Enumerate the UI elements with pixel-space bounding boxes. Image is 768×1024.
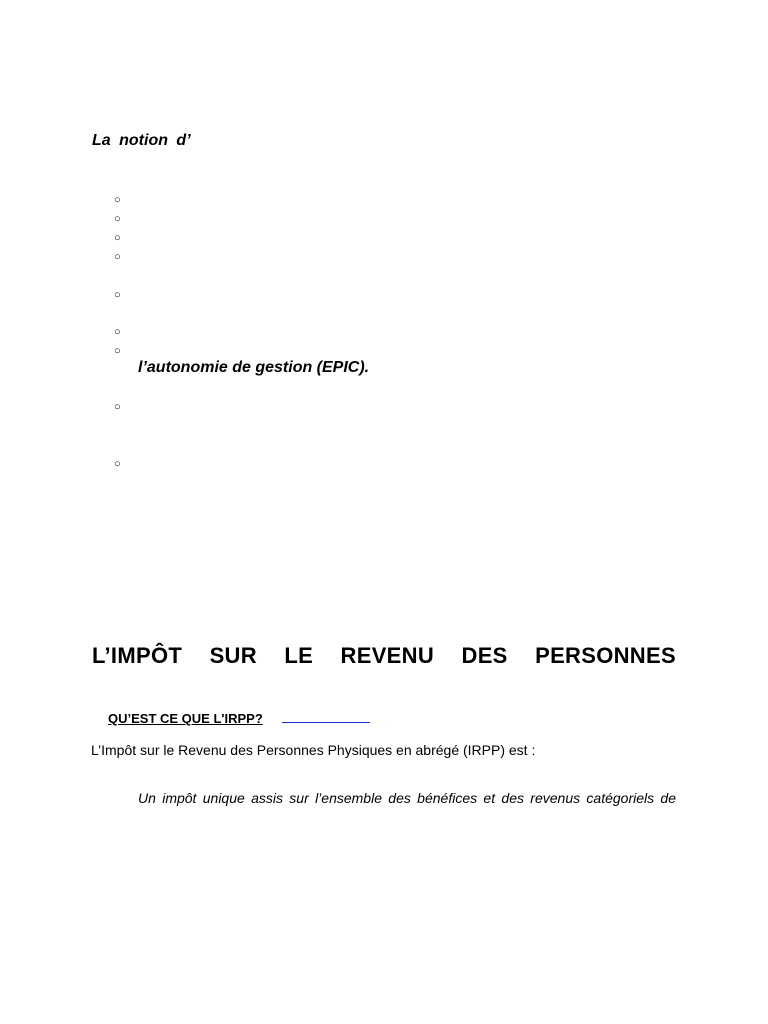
section-title-word: DES xyxy=(461,643,508,668)
irpp-definition-paragraph: Un impôt unique assis sur l’ensemble des bénéfices et des revenus catégoriels de xyxy=(138,790,676,806)
section-title-word: L’IMPÔT xyxy=(92,643,183,668)
bullet-icon: ○ xyxy=(114,251,121,263)
bullet-icon: ○ xyxy=(114,326,121,338)
bullet-icon: ○ xyxy=(114,458,121,470)
bullet-icon: ○ xyxy=(114,213,121,225)
epic-autonomy-text: l’autonomie de gestion (EPIC). xyxy=(138,359,370,376)
bullet-icon: ○ xyxy=(114,194,121,206)
section-title-word: PERSONNES xyxy=(535,643,676,668)
bullet-icon: ○ xyxy=(114,232,121,244)
bullet-icon: ○ xyxy=(114,289,121,301)
notion-heading: La notion d’ xyxy=(92,132,191,149)
section-title-word: REVENU xyxy=(340,643,435,668)
bullet-icon: ○ xyxy=(114,401,121,413)
irpp-question-heading: QU’EST CE QUE L'IRPP? xyxy=(108,711,263,726)
hyperlink-underline[interactable] xyxy=(282,722,370,723)
section-title-word: SUR xyxy=(209,643,257,668)
bullet-icon: ○ xyxy=(114,345,121,357)
section-title xyxy=(92,643,676,669)
section-title-word: LE xyxy=(284,643,314,668)
irpp-intro-paragraph: L’Impôt sur le Revenu des Personnes Physiques en abrégé (IRPP) est : xyxy=(91,742,536,758)
